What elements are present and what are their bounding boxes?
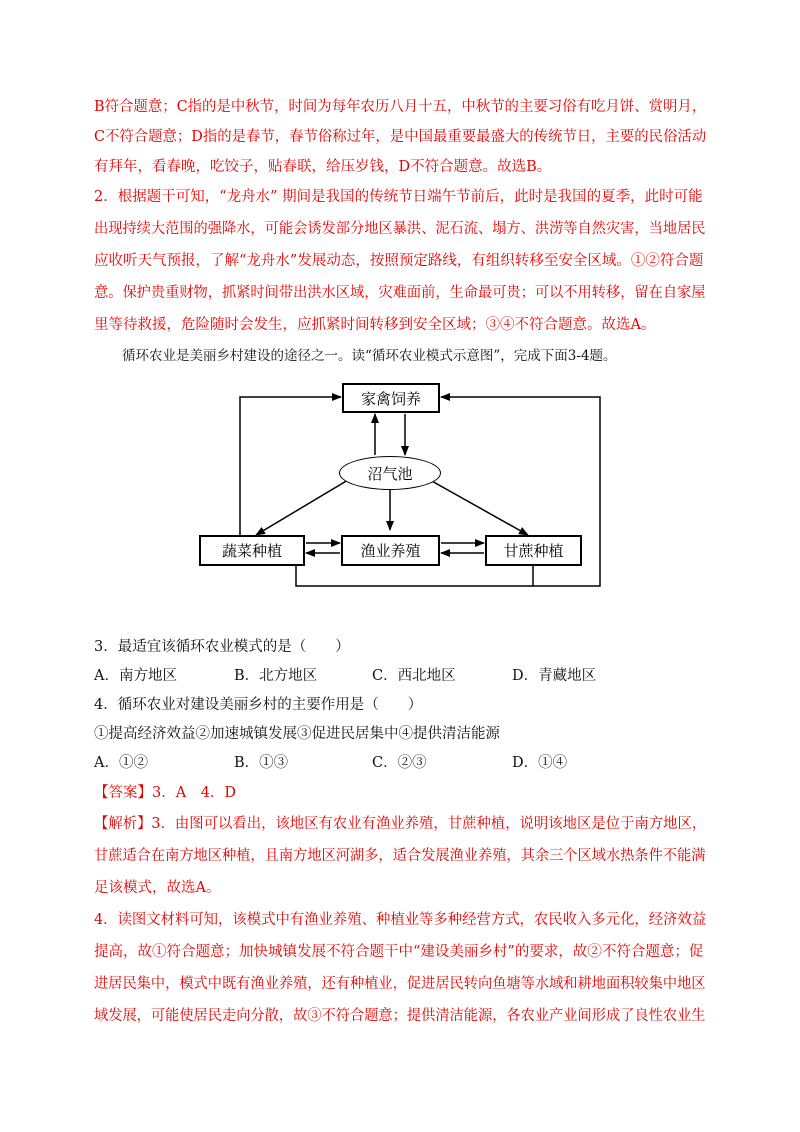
question-3: 3．最适宜该循环农业模式的是（ ）: [94, 639, 350, 655]
explanation-line-5: 出现持续大范围的强降水，可能会诱发部分地区暴洪、泥石流、塌方、洪涝等自然灾害，当地居民: [94, 221, 706, 237]
q4-statements: ①提高经济效益②加速城镇发展③促进民居集中④提供清洁能源: [94, 726, 500, 742]
explanation-line-4: 2．根据题干可知，“龙舟水” 期间是我国的传统节日端午节前后，此时是我国的夏季，此时可能: [94, 189, 703, 205]
node-fishery: 渔业养殖: [341, 535, 440, 566]
q4-option-d: D．①④: [512, 755, 568, 771]
biogas-to-sugarcane-arrow: [430, 480, 528, 535]
explanation-line-7: 意。保护贵重财物，抓紧时间带出洪水区域，灾难面前，生命最可贵；可以不用转移，留在自家屋: [94, 285, 706, 301]
q3-option-a: A．南方地区: [94, 668, 177, 684]
node-livestock: 家禽饲养: [342, 383, 440, 413]
explanation-line-6: 应收听天气预报，了解“龙舟水”发展动态，按照预定路线，有组织转移至安全区域。①②符合题: [94, 253, 704, 269]
q3-option-c: C．西北地区: [372, 668, 456, 684]
analysis-line-1: 【解析】3．由图可以看出，该地区有农业有渔业养殖，甘蔗种植，说明该地区是位于南方地区，: [94, 816, 707, 832]
explanation-line-1: B符合题意；C指的是中秋节，时间为每年农历八月十五，中秋节的主要习俗有吃月饼、赏明月，: [94, 99, 707, 115]
explanation-line-3: 有拜年，看春晚，吃饺子，贴春联，给压岁钱，D不符合题意。故选B。: [94, 159, 552, 175]
node-vegetable: 蔬菜种植: [199, 535, 305, 566]
q4-option-a: A．①②: [94, 755, 148, 771]
explanation-line-8: 里等待救援，危险随时会发生，应抓紧时间转移到安全区域；③④不符合题意。故选A。: [94, 317, 656, 333]
node-sugarcane: 甘蔗种植: [485, 535, 582, 566]
analysis-line-3: 足该模式，故选A。: [94, 880, 221, 896]
analysis-line-6: 进居民集中，模式中既有渔业养殖，还有种植业，促进居民转向鱼塘等水域和耕地面积较集中地区: [94, 976, 706, 992]
analysis-line-5: 提高，故①符合题意；加快城镇发展不符合题干中“建设美丽乡村”的要求，故②不符合题意；促: [94, 944, 704, 960]
analysis-line-4: 4．读图文材料可知，该模式中有渔业养殖、种植业等多种经营方式，农民收入多元化，经济效益: [94, 912, 707, 928]
explanation-line-2: C不符合题意；D指的是春节，春节俗称过年，是中国最重要最盛大的传统节日，主要的民俗活动: [94, 129, 707, 145]
q4-option-c: C．②③: [372, 755, 427, 771]
answer-line: 【答案】3．A 4．D: [94, 785, 237, 801]
section-intro: 循环农业是美丽乡村建设的途径之一。读“循环农业模式示意图”，完成下面3-4题。: [122, 348, 617, 364]
loop-bottom-connector: [296, 565, 533, 586]
biogas-to-vegetable-arrow: [256, 480, 348, 535]
question-4: 4．循环农业对建设美丽乡村的主要作用是（ ）: [94, 697, 423, 713]
analysis-line-2: 甘蔗适合在南方地区种植，且南方地区河湖多，适合发展渔业养殖，其余三个区域水热条件不能满: [94, 848, 706, 864]
loop-left-arrow: [240, 397, 341, 538]
q3-option-d: D．青藏地区: [512, 668, 597, 684]
q3-option-b: B．北方地区: [234, 668, 318, 684]
q4-option-b: B．①③: [234, 755, 289, 771]
analysis-line-7: 域发展，可能使居民走向分散，故③不符合题意；提供清洁能源，各农业产业间形成了良性农业生: [94, 1008, 706, 1024]
node-biogas: 沼气池: [339, 456, 441, 490]
